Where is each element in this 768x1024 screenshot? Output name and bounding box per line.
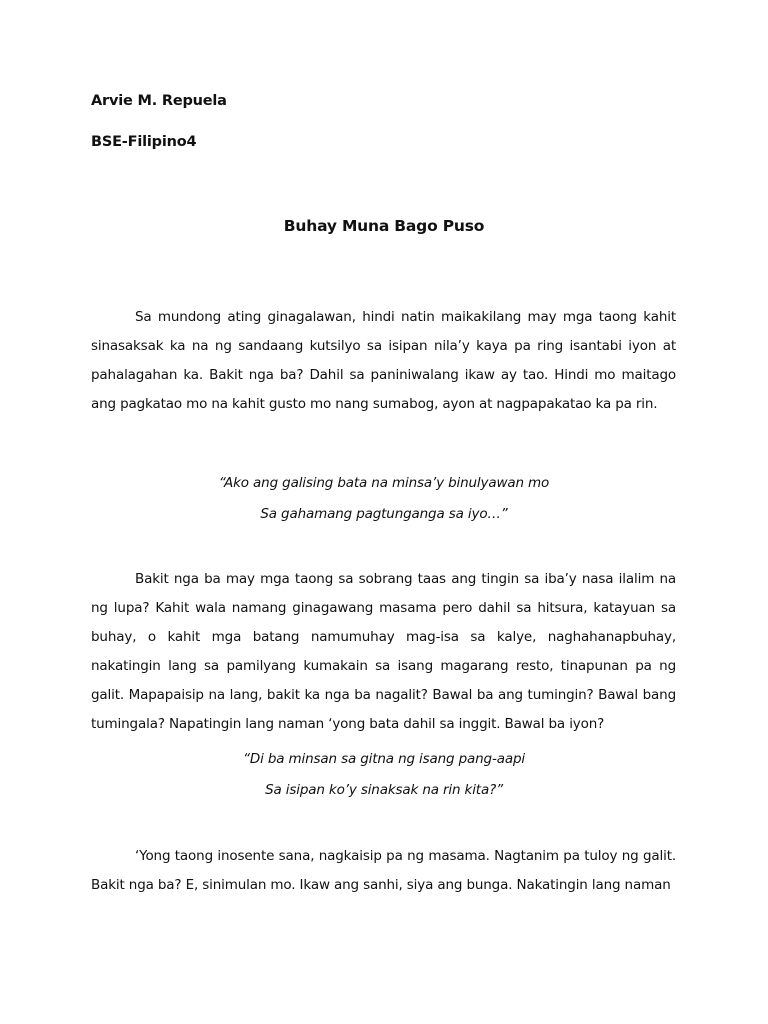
quote-1-line-1: “Ako ang galising bata na minsa’y binulyawan mo <box>218 475 550 491</box>
quote-2 <box>0 744 768 806</box>
paragraph-2: Bakit nga ba may mga taong sa sobrang taas ang tingin sa iba’y nasa ilalim na ng lupa? Kahit wala namang ginagawang masama pero dahil sa hitsura, katayuan sa buhay, o kahit mga batang namumuhay mag-isa sa kalye, naghahanapbuhay, nakatingin lang sa pamilyang kumakain sa isang magarang resto, tinapunan pa ng galit. Mapapaisip na lang, bakit ka nga ba nagalit? Bawal ba ang tumingin? Bawal bang tumingala? Napatingin lang naman ‘yong bata dahil sa inggit. Bawal ba iyon? <box>91 571 676 732</box>
essay-title: Buhay Muna Bago Puso <box>283 217 485 235</box>
course-section: BSE-Filipino4 <box>91 134 197 150</box>
author-name: Arvie M. Repuela <box>91 93 227 109</box>
quote-1 <box>0 468 768 530</box>
quote-1-line-2: Sa gahamang pagtunganga sa iyo…” <box>260 506 508 522</box>
quote-2-line-1: “Di ba minsan sa gitna ng isang pang-aapi <box>243 751 525 767</box>
quote-2-line-2: Sa isipan ko’y sinaksak na rin kita?” <box>265 782 503 798</box>
paragraph-3: ‘Yong taong inosente sana, nagkaisip pa ng masama. Nagtanim pa tuloy ng galit. Bakit nga ba? E, sinimulan mo. Ikaw ang sanhi, siya ang bunga. Nakatingin lang naman <box>91 848 676 893</box>
paragraph-1: Sa mundong ating ginagalawan, hindi natin maikakilang may mga taong kahit sinasaksak ka na ng sandaang kutsilyo sa isipan nila’y kaya pa ring isantabi iyon at pahalagahan ka. Bakit nga ba? Dahil sa paniniwalang ikaw ay tao. Hindi mo maitago ang pagkatao mo na kahit gusto mo nang sumabog, ayon at nagpapakatao ka pa rin. <box>91 309 676 412</box>
